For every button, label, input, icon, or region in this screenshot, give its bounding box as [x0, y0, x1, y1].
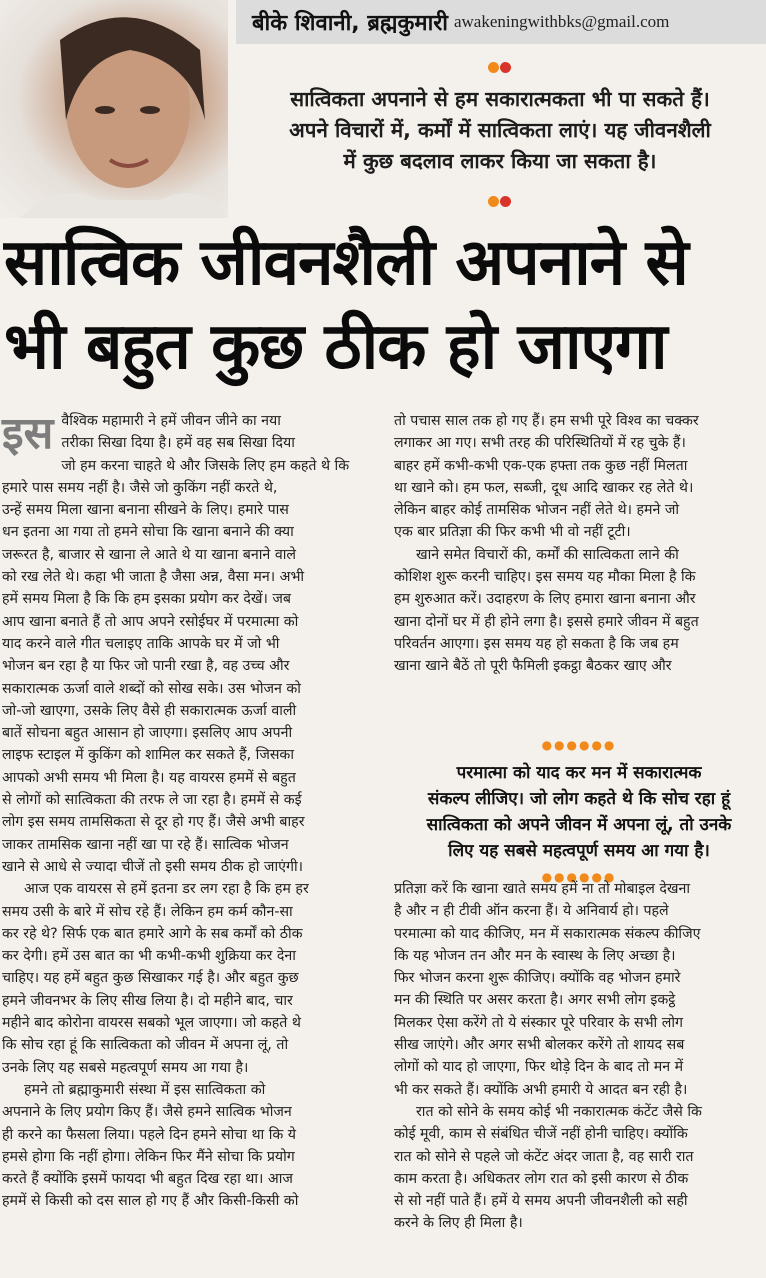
author-photo: [0, 0, 228, 218]
headline-line-1: सात्विक जीवनशैली अपनाने से: [4, 226, 688, 300]
decorative-dots-icon: [488, 62, 511, 73]
right-column-bottom: प्रतिज्ञा करें कि खाना खाते समय हमें ना तो मोबाइल देखना है और न ही टीवी ऑन करना हैं। ये अनिवार्य हो। पहले परमात्मा को याद कीजिए, मन में सकारात्मक संकल्प कीजिए कि यह भोजन तन और मन के स्वास्थ के लिए अच्छा है। फिर भोजन करना शुरू कीजिए। क्योंकि वह भोजन हमारे मन की स्थिति पर असर करता है। अगर सभी लोग इकट्ठे मिलकर ऐसा करेंगे तो ये संस्कार पूरे परिवार के सभी लोग सीख जाएंगे। और अगर सभी बोलकर करेंगे तो शायद सब लोगों को याद हो जाएगा, फिर थोड़े दिन के बाद तो मन में भी कर सकते हैं। क्योंकि अभी हमारी ये आदत बन रही है। रात को सोने के समय कोई भी नकारात्मक कंटेंट जैसे कि कोई मूवी, काम से संबंधित चीजें नहीं होनी चाहिए। क्योंकि रात को सोने से पहले जो कंटेंट अंदर जाता है, वह सारी रात काम करता है। अधिकतर लोग रात को इसी कारण से ठीक से सो नहीं पाते हैं। हमें ये समय अपनी जीवनशैली को सही करने के लिए ही मिला है।: [394, 881, 702, 1232]
intro-quote: सात्विकता अपनाने से हम सकारात्मकता भी पा सकते हैं। अपने विचारों में, कर्मों में सात्विकता लाएं। यह जीवनशैली में कुछ बदलाव लाकर किया जा सकता है।: [289, 87, 711, 173]
drop-cap: इस: [2, 408, 54, 459]
right-column-top: तो पचास साल तक हो गए हैं। हम सभी पूरे विश्व का चक्कर लगाकर आ गए। सभी तरह की परिस्थितियों में रह चुके हैं। बाहर हमें कभी-कभी एक-एक हफ्ता तक कुछ नहीं मिलता था खाने को। हम फल, सब्जी, दूध आदि खाकर रह लेते थे। लेकिन बाहर कोई तामसिक भोजन नहीं लेते थे। हमने जो एक बार प्रतिज्ञा की फिर कभी भी वो नहीं टूटी। खाने समेत विचारों की, कर्मों की सात्विकता लाने की कोशिश शुरू करनी चाहिए। इस समय यह मौका मिला है कि हम शुरुआत करें। उदाहरण के लिए हमारा खाना बनाना और खाना दोनों घर में ही होने लगा है। इससे हमारे जीवन में बहुत परिवर्तन आएगा। इस समय यह हो सकता है कि जब हम खाना खाने बैठें तो पूरी फैमिली इकट्ठा बैठकर खाए और: [394, 413, 699, 675]
pull-quote: ●●●●●● परमात्मा को याद कर मन में सकारात्मक संकल्प लीजिए। जो लोग कहते थे कि सोच रहा हूं सात्विकता को अपने जीवन में अपना लूं, तो उनके लिए यह सबसे महत्वपूर्ण समय आ गया है। ●●●●●●: [394, 738, 764, 884]
byline-bar: [236, 0, 766, 44]
author-email: awakeningwithbks@gmail.com: [453, 12, 670, 31]
left-column: इस वैश्विक महामारी ने हमें जीवन जीने का नया तरीका सिखा दिया है। हमें वह सब सिखा दिया जो हम करना चाहते थे और जिसके लिए हम कहते थे कि हमारे पास समय नहीं है। जैसे जो कुकिंग नहीं करते थे, उन्हें समय मिला खाना बनाना सीखने के लिए। हमारे पास धन इतना आ गया तो हमने सोचा कि खाना बनाने की क्या जरूरत है, बाजार से खाना ले आते थे या खाना बनाने वाले को रख लेते थे। कहा भी जाता है जैसा अन्न, वैसा मन। अभी हमें समय मिला है कि कि हम इसका प्रयोग कर देखें। जब आप खाना बनाते हैं तो आप अपने रसोईघर में परमात्मा को याद करने वाले गीत चलाइए ताकि आपके घर में जो भी भोजन बन रहा है या फिर जो पानी रखा है, वह उच्च और सकारात्मक ऊर्जा वाले शब्दों को सोख सके। उस भोजन को जो-जो खाएगा, उसके लिए वैसे ही सकारात्मक ऊर्जा वाली बातें सोचना बहुत आसान हो जाएगा। इसलिए आप अपनी लाइफ स्टाइल में कुकिंग को शामिल कर सकते हैं, जिसका आपको अभी समय भी मिला है। यह वायरस हममें से बहुत से लोगों को सात्विकता की तरफ ले जा रहा है। हममें से कई लोग इस समय तामसिकता से दूर हो गए हैं। जैसे अभी बाहर जाकर तामसिक खाना नहीं खा पा रहे हैं। सात्विक भोजन खाने से आधे से ज्यादा चीजें तो इसी समय ठीक हो जाएंगी। आज एक वायरस से हमें इतना डर लग रहा है कि हम हर समय उसी के बारे में सोच रहे हैं। लेकिन हम कर्म कौन-सा कर रहे थे? सिर्फ एक बात हमारे आगे के सब कर्मों को ठीक कर देगी। हमें उस बात का भी कभी-कभी शुक्रिया कर देना चाहिए। यह हमें बहुत कुछ सिखाकर गई है। और बहुत कुछ हमने जीवनभर के लिए सीख लिया है। दो महीने बाद, चार महीने बाद कोरोना वायरस सबको भूल जाएगा। जो कहते थे कि सोच रहा हूं कि सात्विकता को जीवन में अपना लूं, तो उनके लिए यह सबसे महत्वपूर्ण समय आ गया है। हमने तो ब्रह्माकुमारी संस्था में इस सात्विकता को अपनाने के लिए प्रयोग किए हैं। जैसे हमने सात्विक भोजन ही करने का फैसला लिया। पहले दिन हमने सोचा था कि ये हमसे होगा कि नहीं होगा। लेकिन फिर मैंने सोचा कि प्रयोग करते हैं क्योंकि इसमें फायदा भी बहुत दिख रहा था। आज हममें से किसी को दस साल हो गए हैं और किसी-किसी को: [2, 408, 350, 1210]
decorative-dots-icon: ●●●●●●: [541, 738, 617, 752]
portrait-illustration: [0, 0, 228, 218]
author-name: बीके शिवानी, ब्रह्मकुमारी: [252, 11, 448, 36]
headline: [0, 218, 766, 392]
decorative-dots-icon: ●●●●●●: [541, 870, 617, 884]
decorative-dots-icon: [488, 196, 511, 207]
headline-line-2: भी बहुत कुछ ठीक हो जाएगा: [4, 310, 667, 384]
